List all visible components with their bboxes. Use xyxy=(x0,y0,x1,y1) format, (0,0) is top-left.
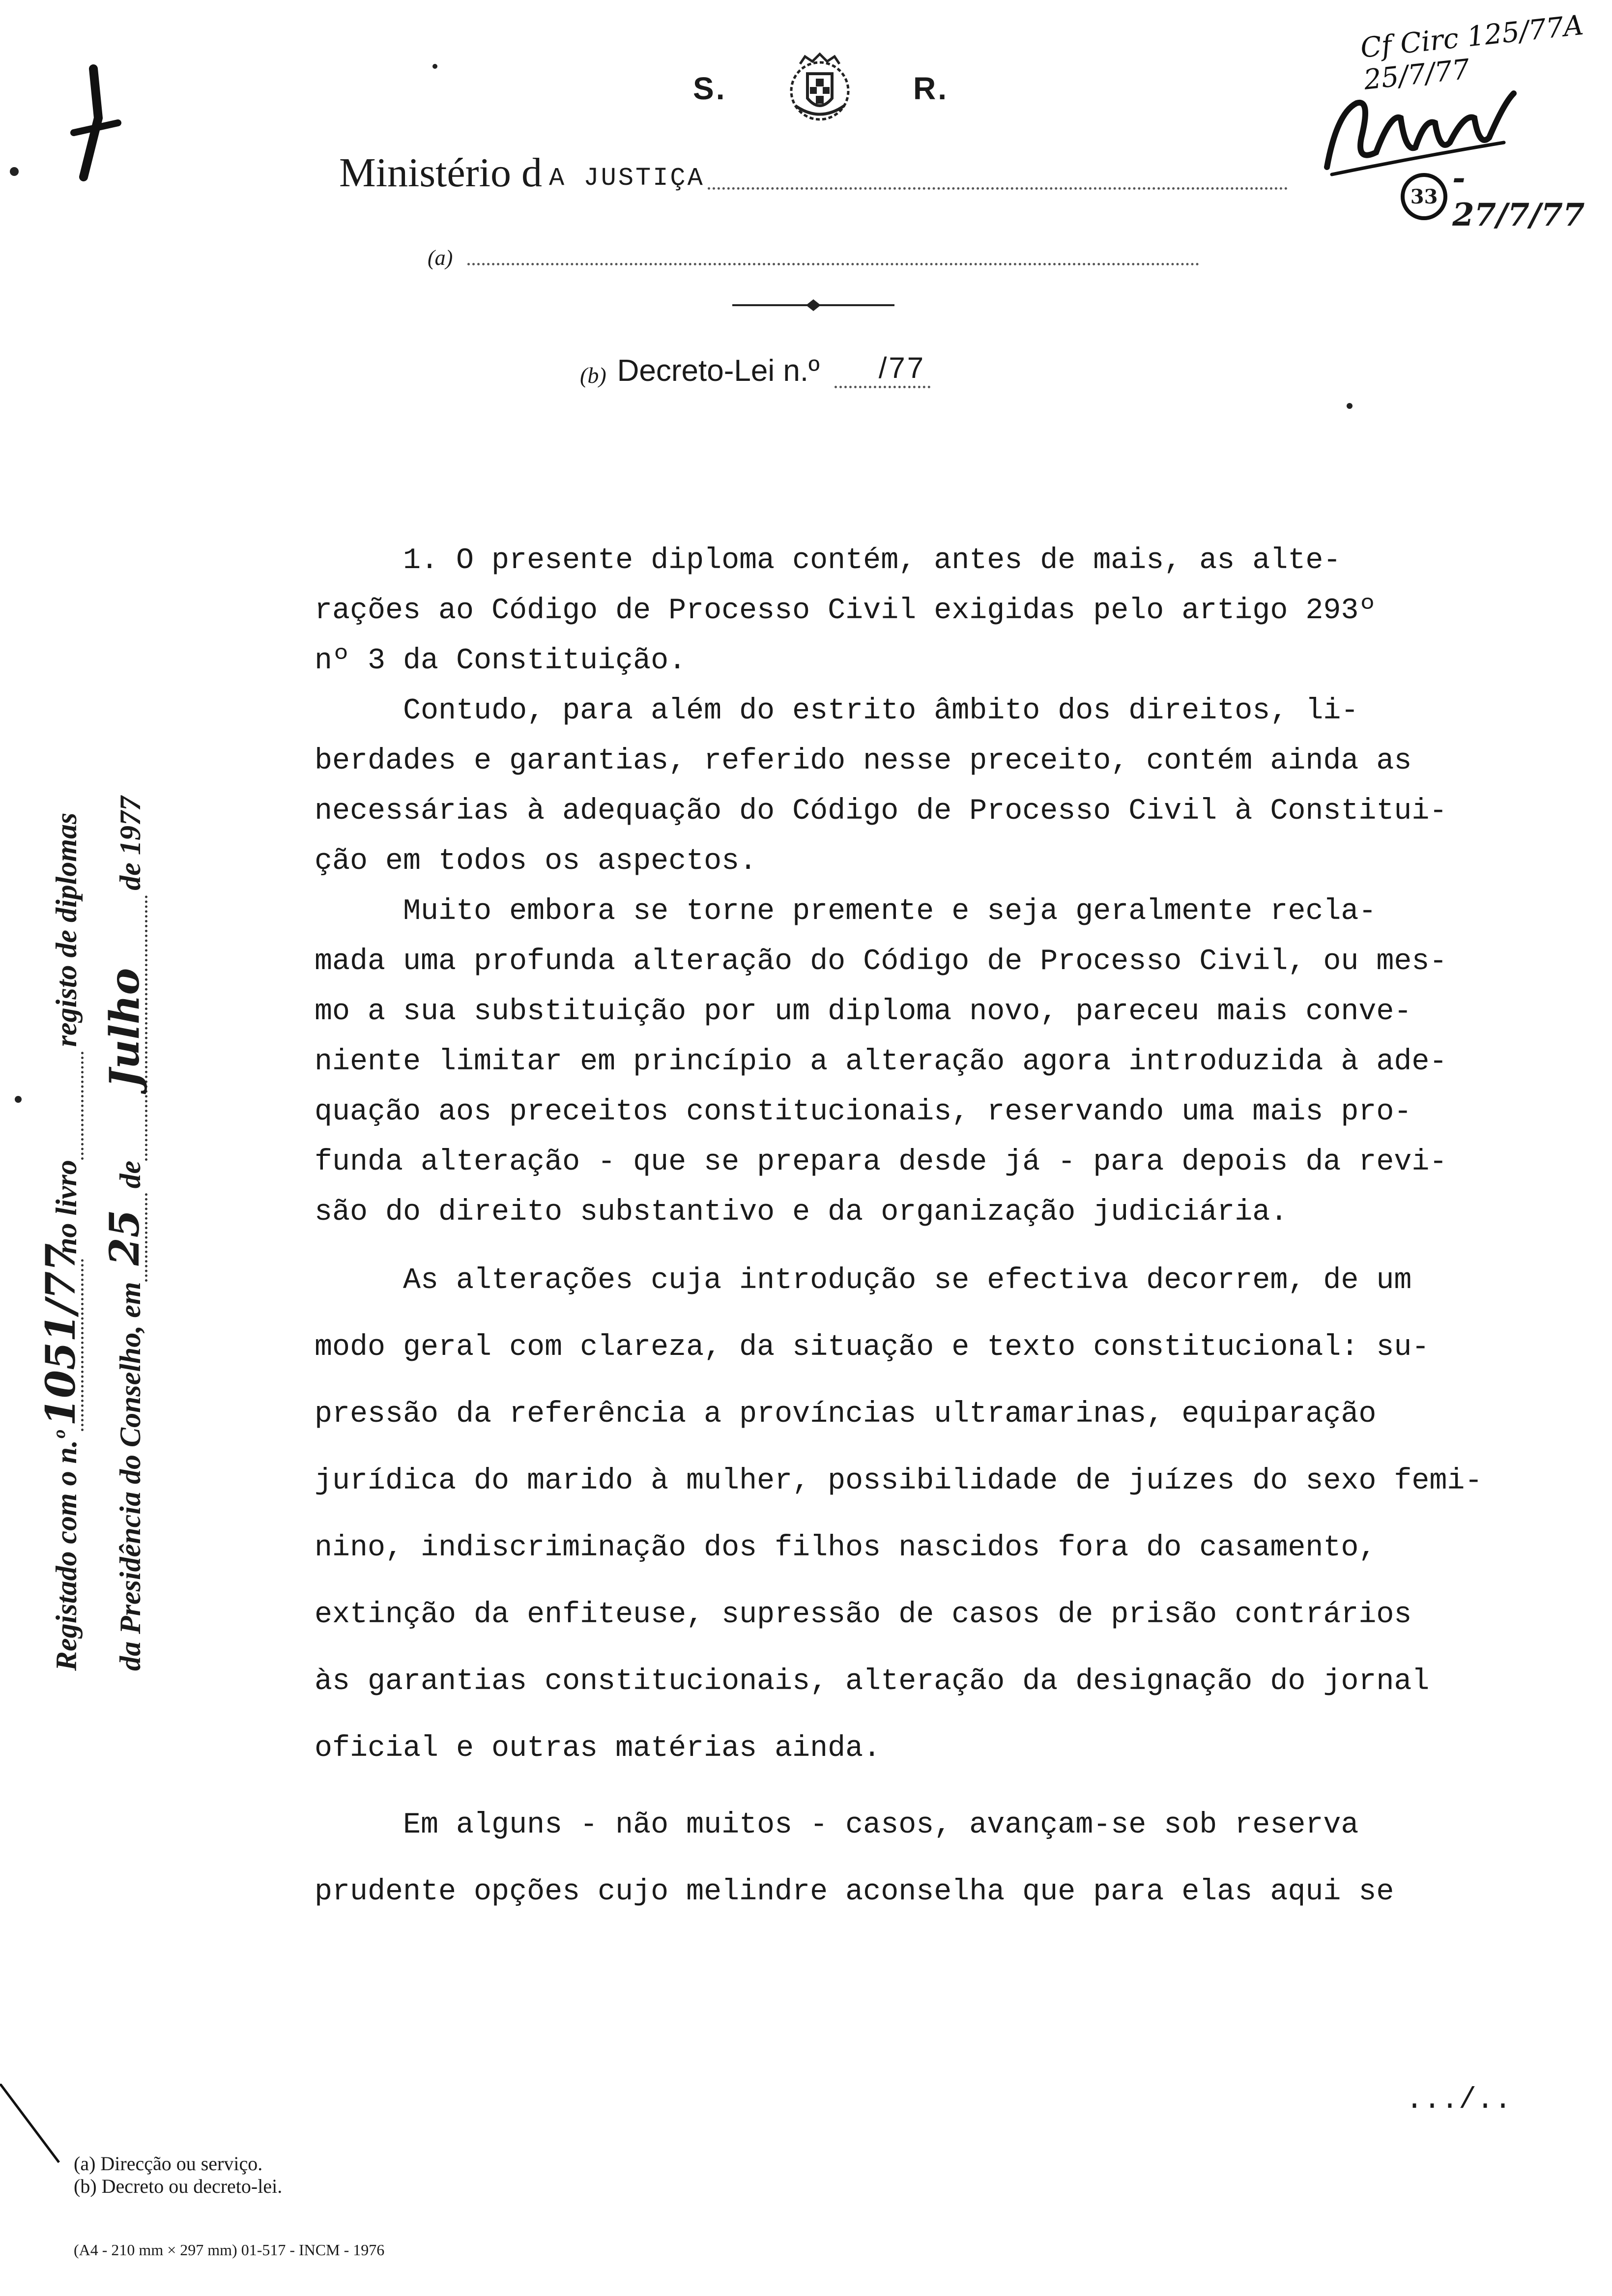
text-line: 1. O presente diploma contém, antes de mais, as alte- xyxy=(315,544,1341,577)
text-line: são do direito substantivo e da organização judiciária. xyxy=(315,1196,1288,1229)
text-line: niente limitar em princípio a alteração agora introduzida à ade- xyxy=(315,1045,1447,1079)
scan-speck xyxy=(1347,403,1353,409)
text-line: às garantias constitucionais, alteração da designação do jornal xyxy=(315,1665,1430,1698)
text-line: Em alguns - não muitos - casos, avançam-se sob reserva xyxy=(315,1808,1359,1842)
service-dotted-line xyxy=(467,263,1199,265)
ministry-line xyxy=(339,138,1288,197)
handwritten-date: - 27/7/77 xyxy=(1452,160,1585,233)
text-line: mada uma profunda alteração do Código de Processo Civil, ou mes- xyxy=(315,945,1447,978)
service-line-marker: (a) xyxy=(428,246,453,270)
scan-mark xyxy=(44,59,143,187)
text-line: necessárias à adequação do Código de Processo Civil à Constitui- xyxy=(315,795,1447,828)
text-line: funda alteração - que se prepara desde já - para depois da revi- xyxy=(315,1146,1447,1179)
handwritten-reference: Cf Circ 125/77A 25/7/77 xyxy=(1359,9,1585,96)
footnotes xyxy=(74,2152,516,2198)
registration-register-label: registo de diplomas xyxy=(50,812,83,1047)
scan-mark xyxy=(0,2084,74,2167)
decree-line xyxy=(580,339,1071,388)
coat-of-arms-icon xyxy=(785,52,854,125)
registration-book-label: no livro xyxy=(50,1160,83,1254)
footnote-a: (a) Direcção ou serviço. xyxy=(74,2152,263,2175)
decree-label: Decreto-Lei n.º xyxy=(617,354,820,388)
text-line: berdades e garantias, referido nesse preceito, contém ainda as xyxy=(315,745,1412,778)
decree-preamble-text xyxy=(315,536,1602,1925)
text-line: extinção da enfiteuse, supressão de casos de prisão contrários xyxy=(315,1598,1412,1632)
ministry-dotted-line xyxy=(708,187,1288,190)
ministry-name: A JUSTIÇA xyxy=(549,164,705,193)
margin-registration xyxy=(20,491,147,1671)
registration-line-1 xyxy=(20,491,84,1671)
footnote-b: (b) Decreto ou decreto-lei. xyxy=(74,2175,283,2197)
text-line: As alterações cuja introdução se efectiva decorrem, de um xyxy=(315,1264,1412,1297)
continuation-mark: .../.. xyxy=(1406,2084,1512,2117)
scan-speck xyxy=(432,64,437,69)
decree-marker: (b) xyxy=(580,363,606,388)
text-line: mo a sua substituição por um diploma novo, pareceu mais conve- xyxy=(315,995,1412,1029)
decree-number: /77 xyxy=(835,351,930,388)
text-line: jurídica do marido à mulher, possibilidade de juízes do sexo femi- xyxy=(315,1464,1483,1498)
registration-line-2 xyxy=(84,491,147,1671)
scan-speck xyxy=(15,1096,22,1103)
text-line: nº 3 da Constituição. xyxy=(315,644,687,678)
text-line: Contudo, para além do estrito âmbito dos direitos, li- xyxy=(315,694,1359,728)
text-line: ção em todos os aspectos. xyxy=(315,845,757,878)
text-line: modo geral com clareza, da situação e texto constitucional: su- xyxy=(315,1331,1430,1364)
form-code: (A4 - 210 mm × 297 mm) 01-517 - INCM - 1976 xyxy=(74,2241,385,2259)
ministry-label: Ministério d xyxy=(339,150,542,196)
s-letter: S. xyxy=(693,71,727,106)
registration-book-blank xyxy=(81,1052,84,1160)
circled-number: 33 xyxy=(1401,173,1447,220)
registration-day: 25 xyxy=(105,1193,147,1282)
text-line: Muito embora se torne premente e seja geralmente recla- xyxy=(315,895,1377,928)
text-line: nino, indiscriminação dos filhos nascidos fora do casamento, xyxy=(315,1531,1377,1565)
text-line: pressão da referência a províncias ultramarinas, equiparação xyxy=(315,1398,1377,1431)
ornamental-divider xyxy=(732,298,894,313)
text-line: prudente opções cujo melindre aconselha que para elas aqui se xyxy=(315,1875,1394,1909)
text-line: oficial e outras matérias ainda. xyxy=(315,1732,881,1765)
text-line: quação aos preceitos constitucionais, reservando uma mais pro- xyxy=(315,1095,1412,1129)
registration-prefix: Registado com o n.º xyxy=(50,1431,83,1671)
registration-number: 1051/77 xyxy=(41,1259,84,1431)
registration-presidency-label: da Presidência do Conselho, em xyxy=(114,1282,146,1671)
scan-speck xyxy=(10,167,19,176)
text-line: rações ao Código de Processo Civil exigidas pelo artigo 293º xyxy=(315,594,1377,628)
registration-de-label: de xyxy=(114,1160,146,1189)
r-letter: R. xyxy=(913,71,949,106)
header-state-mark xyxy=(693,49,949,128)
service-line xyxy=(428,231,1199,270)
registration-month: Julho xyxy=(105,895,147,1161)
registration-year: de 1977 xyxy=(114,796,146,890)
handwritten-date-line xyxy=(1401,160,1607,233)
